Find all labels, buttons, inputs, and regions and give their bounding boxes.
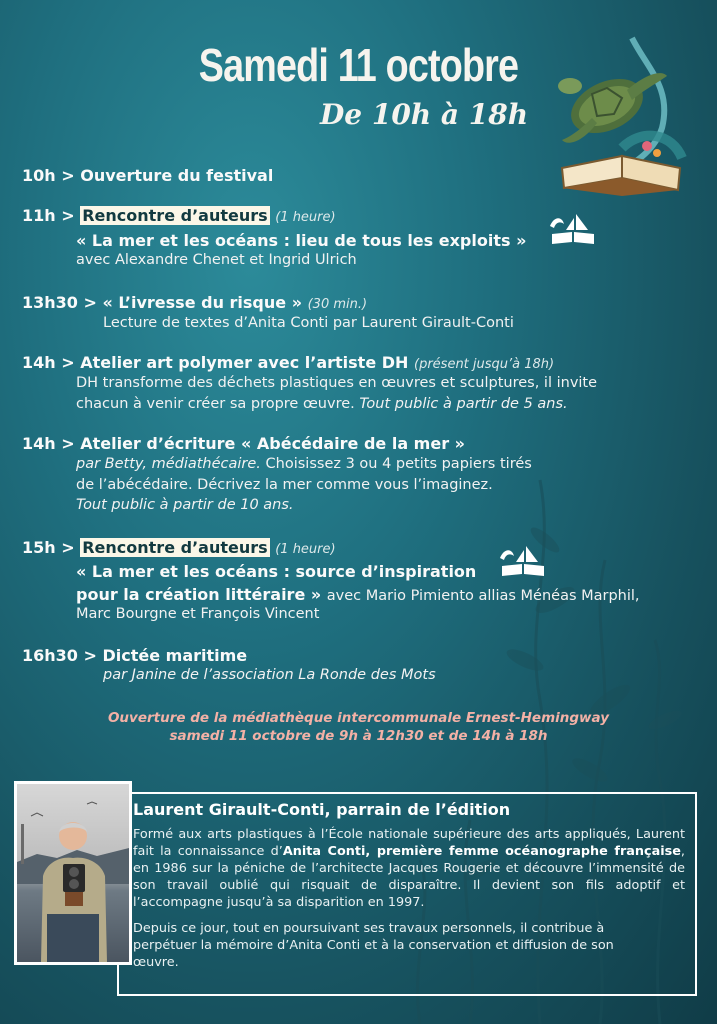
schedule-item: [22, 538, 336, 557]
separator: >: [61, 166, 75, 185]
audience-note: Tout public à partir de 10 ans.: [76, 497, 294, 513]
event-description: [76, 456, 532, 472]
wave-sailboat-book-icon: [498, 544, 548, 578]
bio-text: , en 1986 sur la péniche de l’architecte Jacques Rougerie et découvre l’immensité de son travail oublié qui risquait de disparaître. Il devient son fils adoptif et l’accompagne jusqu’à sa disparition en 1997.: [133, 844, 685, 910]
time: 14h: [22, 434, 56, 453]
event-description: de l’abécédaire. Décrivez la mer comme vous l’imaginez.: [76, 477, 493, 493]
schedule-item: [22, 293, 367, 312]
event-title: Dictée maritime: [102, 646, 248, 665]
event-duration: (présent jusqu’à 18h): [414, 357, 555, 372]
schedule-item: [22, 206, 336, 225]
separator: >: [61, 353, 75, 372]
schedule-item: [22, 353, 554, 372]
event-title: Ouverture du festival: [80, 166, 274, 185]
hours-subtitle: De 10h à 18h: [320, 98, 529, 131]
host-note: par Betty, médiathécaire.: [76, 456, 261, 472]
bio-paragraph: Depuis ce jour, tout en poursuivant ses travaux personnels, il contribue à perpétuer la mémoire d’Anita Conti et à la conservation et diffusion de son œuvre.: [133, 921, 614, 970]
event-title: Atelier art polymer avec l’artiste DH: [80, 353, 409, 372]
description-text: chacun à venir créer sa propre œuvre.: [76, 396, 355, 412]
time: 10h: [22, 166, 56, 185]
event-tag: Rencontre d’auteurs: [82, 538, 268, 557]
event-duration: (30 min.): [307, 297, 368, 312]
separator: >: [83, 293, 97, 312]
bio-title: Laurent Girault-Conti, parrain de l’édition: [133, 800, 511, 819]
page-title: Samedi 11 octobre: [198, 39, 519, 91]
schedule-item: [22, 646, 247, 665]
event-duration: (1 heure): [275, 210, 336, 225]
time: 13h30: [22, 293, 78, 312]
time: 11h: [22, 206, 56, 225]
schedule-item: [22, 434, 465, 453]
bio-highlight: Anita Conti, première femme océanographe française: [282, 844, 681, 859]
description-text: Choisissez 3 ou 4 petits papiers tirés: [265, 456, 532, 472]
separator: >: [83, 646, 97, 665]
event-title: « La mer et les océans : lieu de tous les exploits »: [76, 231, 527, 250]
event-description: Lecture de textes d’Anita Conti par Laurent Girault-Conti: [103, 315, 514, 331]
event-description: avec Alexandre Chenet et Ingrid Ulrich: [76, 252, 357, 268]
event-duration: (1 heure): [275, 542, 336, 557]
time: 16h30: [22, 646, 78, 665]
event-title-line2: [76, 585, 640, 604]
schedule-item: [22, 166, 273, 185]
separator: >: [61, 206, 75, 225]
bio-text: Formé aux arts plastiques à l’École nationale supérieure des arts appliqués, Laurent fait la connaissance d’: [133, 827, 685, 859]
separator: >: [61, 434, 75, 453]
time: 14h: [22, 353, 56, 372]
event-title-part: pour la création littéraire »: [76, 585, 322, 604]
event-description: [76, 396, 568, 412]
event-description: avec Mario Pimiento allias Ménéas Marphil,: [326, 588, 640, 604]
event-title: Atelier d’écriture « Abécédaire de la mer »: [80, 434, 465, 453]
event-title: « La mer et les océans : source d’inspiration: [76, 562, 477, 581]
separator: >: [61, 538, 75, 557]
event-title: « L’ivresse du risque »: [102, 293, 303, 312]
opening-hours-notice: samedi 11 octobre de 9h à 12h30 et de 14h à 18h: [169, 728, 548, 744]
time: 15h: [22, 538, 56, 557]
event-description: par Janine de l’association La Ronde des Mots: [103, 667, 436, 683]
bio-paragraph: [133, 826, 685, 911]
event-description: DH transforme des déchets plastiques en œuvres et sculptures, il invite: [76, 375, 598, 391]
event-tag: Rencontre d’auteurs: [82, 206, 268, 225]
audience-note: Tout public à partir de 5 ans.: [359, 396, 568, 412]
event-description: Marc Bourgne et François Vincent: [76, 606, 320, 622]
wave-sailboat-book-icon: [548, 212, 598, 246]
portrait-photo: [14, 781, 132, 965]
opening-hours-notice: Ouverture de la médiathèque intercommunale Ernest-Hemingway: [107, 710, 610, 726]
